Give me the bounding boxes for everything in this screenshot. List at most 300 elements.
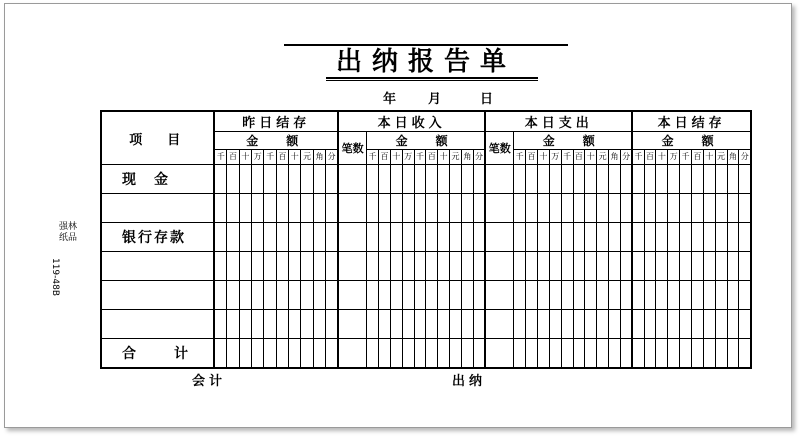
amount-digit-cell[interactable] <box>514 339 526 368</box>
amount-digit-cell[interactable] <box>450 223 462 252</box>
amount-digit-cell[interactable] <box>326 310 338 339</box>
amount-digit-cell[interactable] <box>526 165 538 194</box>
amount-digit-cell[interactable] <box>620 281 632 310</box>
amount-digit-cell[interactable] <box>402 281 414 310</box>
amount-digit-cell[interactable] <box>644 339 656 368</box>
amount-digit-cell[interactable] <box>239 223 251 252</box>
amount-digit-cell[interactable] <box>597 223 609 252</box>
amount-digit-cell[interactable] <box>597 339 609 368</box>
amount-digit-cell[interactable] <box>680 223 692 252</box>
amount-digit-cell[interactable] <box>632 252 644 281</box>
amount-digit-cell[interactable] <box>609 165 621 194</box>
amount-digit-cell[interactable] <box>289 252 301 281</box>
count-cell[interactable] <box>485 165 514 194</box>
amount-digit-cell[interactable] <box>473 281 485 310</box>
amount-digit-cell[interactable] <box>549 310 561 339</box>
amount-digit-cell[interactable] <box>739 194 751 223</box>
amount-digit-cell[interactable] <box>632 165 644 194</box>
amount-digit-cell[interactable] <box>414 310 426 339</box>
amount-digit-cell[interactable] <box>252 252 264 281</box>
amount-digit-cell[interactable] <box>252 223 264 252</box>
amount-digit-cell[interactable] <box>692 252 704 281</box>
amount-digit-cell[interactable] <box>656 252 668 281</box>
amount-digit-cell[interactable] <box>438 339 450 368</box>
amount-digit-cell[interactable] <box>301 310 313 339</box>
amount-digit-cell[interactable] <box>573 194 585 223</box>
count-cell[interactable] <box>338 223 367 252</box>
count-cell[interactable] <box>485 194 514 223</box>
amount-digit-cell[interactable] <box>390 194 402 223</box>
amount-digit-cell[interactable] <box>276 223 288 252</box>
amount-digit-cell[interactable] <box>739 281 751 310</box>
amount-digit-cell[interactable] <box>450 310 462 339</box>
amount-digit-cell[interactable] <box>703 223 715 252</box>
amount-digit-cell[interactable] <box>239 194 251 223</box>
amount-digit-cell[interactable] <box>620 339 632 368</box>
amount-digit-cell[interactable] <box>239 339 251 368</box>
amount-digit-cell[interactable] <box>537 194 549 223</box>
amount-digit-cell[interactable] <box>473 223 485 252</box>
amount-digit-cell[interactable] <box>727 194 739 223</box>
amount-digit-cell[interactable] <box>703 339 715 368</box>
amount-digit-cell[interactable] <box>426 339 438 368</box>
amount-digit-cell[interactable] <box>585 165 597 194</box>
amount-digit-cell[interactable] <box>461 252 473 281</box>
amount-digit-cell[interactable] <box>214 194 226 223</box>
amount-digit-cell[interactable] <box>644 252 656 281</box>
amount-digit-cell[interactable] <box>313 194 325 223</box>
amount-digit-cell[interactable] <box>402 194 414 223</box>
amount-digit-cell[interactable] <box>227 252 239 281</box>
amount-digit-cell[interactable] <box>597 310 609 339</box>
amount-digit-cell[interactable] <box>573 252 585 281</box>
amount-digit-cell[interactable] <box>313 223 325 252</box>
count-cell[interactable] <box>338 194 367 223</box>
amount-digit-cell[interactable] <box>715 223 727 252</box>
amount-digit-cell[interactable] <box>561 223 573 252</box>
amount-digit-cell[interactable] <box>727 223 739 252</box>
amount-digit-cell[interactable] <box>289 165 301 194</box>
amount-digit-cell[interactable] <box>526 281 538 310</box>
amount-digit-cell[interactable] <box>227 223 239 252</box>
amount-digit-cell[interactable] <box>620 194 632 223</box>
amount-digit-cell[interactable] <box>264 339 276 368</box>
amount-digit-cell[interactable] <box>227 281 239 310</box>
amount-digit-cell[interactable] <box>367 223 379 252</box>
amount-digit-cell[interactable] <box>620 223 632 252</box>
amount-digit-cell[interactable] <box>473 339 485 368</box>
amount-digit-cell[interactable] <box>367 339 379 368</box>
amount-digit-cell[interactable] <box>703 194 715 223</box>
amount-digit-cell[interactable] <box>390 165 402 194</box>
amount-digit-cell[interactable] <box>692 223 704 252</box>
amount-digit-cell[interactable] <box>537 165 549 194</box>
amount-digit-cell[interactable] <box>379 194 391 223</box>
amount-digit-cell[interactable] <box>414 223 426 252</box>
amount-digit-cell[interactable] <box>692 310 704 339</box>
amount-digit-cell[interactable] <box>656 339 668 368</box>
amount-digit-cell[interactable] <box>326 281 338 310</box>
amount-digit-cell[interactable] <box>367 194 379 223</box>
amount-digit-cell[interactable] <box>450 194 462 223</box>
amount-digit-cell[interactable] <box>264 252 276 281</box>
amount-digit-cell[interactable] <box>549 165 561 194</box>
amount-digit-cell[interactable] <box>668 252 680 281</box>
amount-digit-cell[interactable] <box>514 223 526 252</box>
amount-digit-cell[interactable] <box>390 339 402 368</box>
amount-digit-cell[interactable] <box>473 252 485 281</box>
amount-digit-cell[interactable] <box>680 310 692 339</box>
amount-digit-cell[interactable] <box>301 223 313 252</box>
amount-digit-cell[interactable] <box>573 339 585 368</box>
amount-digit-cell[interactable] <box>264 165 276 194</box>
amount-digit-cell[interactable] <box>727 339 739 368</box>
amount-digit-cell[interactable] <box>379 339 391 368</box>
amount-digit-cell[interactable] <box>239 281 251 310</box>
amount-digit-cell[interactable] <box>573 281 585 310</box>
amount-digit-cell[interactable] <box>573 310 585 339</box>
amount-digit-cell[interactable] <box>301 165 313 194</box>
amount-digit-cell[interactable] <box>739 310 751 339</box>
amount-digit-cell[interactable] <box>609 252 621 281</box>
amount-digit-cell[interactable] <box>426 252 438 281</box>
amount-digit-cell[interactable] <box>402 165 414 194</box>
amount-digit-cell[interactable] <box>703 310 715 339</box>
amount-digit-cell[interactable] <box>668 194 680 223</box>
amount-digit-cell[interactable] <box>473 194 485 223</box>
count-cell[interactable] <box>338 281 367 310</box>
amount-digit-cell[interactable] <box>715 310 727 339</box>
amount-digit-cell[interactable] <box>739 252 751 281</box>
count-cell[interactable] <box>485 339 514 368</box>
amount-digit-cell[interactable] <box>549 223 561 252</box>
amount-digit-cell[interactable] <box>367 281 379 310</box>
amount-digit-cell[interactable] <box>227 310 239 339</box>
amount-digit-cell[interactable] <box>656 310 668 339</box>
amount-digit-cell[interactable] <box>379 310 391 339</box>
amount-digit-cell[interactable] <box>727 281 739 310</box>
amount-digit-cell[interactable] <box>715 165 727 194</box>
amount-digit-cell[interactable] <box>450 165 462 194</box>
amount-digit-cell[interactable] <box>632 281 644 310</box>
amount-digit-cell[interactable] <box>276 281 288 310</box>
amount-digit-cell[interactable] <box>426 281 438 310</box>
amount-digit-cell[interactable] <box>461 339 473 368</box>
amount-digit-cell[interactable] <box>252 310 264 339</box>
amount-digit-cell[interactable] <box>514 310 526 339</box>
count-cell[interactable] <box>485 223 514 252</box>
amount-digit-cell[interactable] <box>264 281 276 310</box>
amount-digit-cell[interactable] <box>526 310 538 339</box>
amount-digit-cell[interactable] <box>313 281 325 310</box>
amount-digit-cell[interactable] <box>644 281 656 310</box>
amount-digit-cell[interactable] <box>537 281 549 310</box>
amount-digit-cell[interactable] <box>276 194 288 223</box>
amount-digit-cell[interactable] <box>692 281 704 310</box>
amount-digit-cell[interactable] <box>680 165 692 194</box>
amount-digit-cell[interactable] <box>514 281 526 310</box>
amount-digit-cell[interactable] <box>644 194 656 223</box>
amount-digit-cell[interactable] <box>438 281 450 310</box>
amount-digit-cell[interactable] <box>301 252 313 281</box>
amount-digit-cell[interactable] <box>414 339 426 368</box>
amount-digit-cell[interactable] <box>597 165 609 194</box>
amount-digit-cell[interactable] <box>644 310 656 339</box>
amount-digit-cell[interactable] <box>426 165 438 194</box>
amount-digit-cell[interactable] <box>402 339 414 368</box>
amount-digit-cell[interactable] <box>585 252 597 281</box>
amount-digit-cell[interactable] <box>549 281 561 310</box>
amount-digit-cell[interactable] <box>514 194 526 223</box>
amount-digit-cell[interactable] <box>438 252 450 281</box>
amount-digit-cell[interactable] <box>537 223 549 252</box>
count-cell[interactable] <box>338 339 367 368</box>
amount-digit-cell[interactable] <box>473 165 485 194</box>
amount-digit-cell[interactable] <box>390 252 402 281</box>
amount-digit-cell[interactable] <box>276 310 288 339</box>
amount-digit-cell[interactable] <box>727 310 739 339</box>
amount-digit-cell[interactable] <box>656 223 668 252</box>
amount-digit-cell[interactable] <box>414 165 426 194</box>
amount-digit-cell[interactable] <box>227 194 239 223</box>
amount-digit-cell[interactable] <box>692 194 704 223</box>
amount-digit-cell[interactable] <box>609 194 621 223</box>
amount-digit-cell[interactable] <box>252 281 264 310</box>
amount-digit-cell[interactable] <box>680 339 692 368</box>
amount-digit-cell[interactable] <box>426 223 438 252</box>
amount-digit-cell[interactable] <box>414 194 426 223</box>
amount-digit-cell[interactable] <box>438 165 450 194</box>
amount-digit-cell[interactable] <box>438 194 450 223</box>
amount-digit-cell[interactable] <box>585 223 597 252</box>
amount-digit-cell[interactable] <box>585 310 597 339</box>
amount-digit-cell[interactable] <box>692 339 704 368</box>
amount-digit-cell[interactable] <box>367 310 379 339</box>
amount-digit-cell[interactable] <box>390 223 402 252</box>
amount-digit-cell[interactable] <box>703 281 715 310</box>
amount-digit-cell[interactable] <box>668 223 680 252</box>
amount-digit-cell[interactable] <box>450 252 462 281</box>
amount-digit-cell[interactable] <box>402 252 414 281</box>
amount-digit-cell[interactable] <box>668 281 680 310</box>
amount-digit-cell[interactable] <box>703 165 715 194</box>
amount-digit-cell[interactable] <box>379 252 391 281</box>
amount-digit-cell[interactable] <box>537 310 549 339</box>
amount-digit-cell[interactable] <box>301 281 313 310</box>
amount-digit-cell[interactable] <box>461 165 473 194</box>
amount-digit-cell[interactable] <box>715 194 727 223</box>
amount-digit-cell[interactable] <box>214 165 226 194</box>
amount-digit-cell[interactable] <box>739 339 751 368</box>
amount-digit-cell[interactable] <box>313 339 325 368</box>
amount-digit-cell[interactable] <box>390 310 402 339</box>
amount-digit-cell[interactable] <box>367 252 379 281</box>
amount-digit-cell[interactable] <box>214 223 226 252</box>
amount-digit-cell[interactable] <box>239 252 251 281</box>
amount-digit-cell[interactable] <box>426 194 438 223</box>
count-cell[interactable] <box>485 281 514 310</box>
amount-digit-cell[interactable] <box>276 165 288 194</box>
amount-digit-cell[interactable] <box>450 339 462 368</box>
amount-digit-cell[interactable] <box>573 165 585 194</box>
amount-digit-cell[interactable] <box>561 339 573 368</box>
amount-digit-cell[interactable] <box>609 223 621 252</box>
amount-digit-cell[interactable] <box>585 339 597 368</box>
amount-digit-cell[interactable] <box>668 165 680 194</box>
amount-digit-cell[interactable] <box>573 223 585 252</box>
amount-digit-cell[interactable] <box>473 310 485 339</box>
amount-digit-cell[interactable] <box>561 310 573 339</box>
amount-digit-cell[interactable] <box>426 310 438 339</box>
count-cell[interactable] <box>485 252 514 281</box>
amount-digit-cell[interactable] <box>252 194 264 223</box>
amount-digit-cell[interactable] <box>632 223 644 252</box>
amount-digit-cell[interactable] <box>632 339 644 368</box>
amount-digit-cell[interactable] <box>239 310 251 339</box>
amount-digit-cell[interactable] <box>289 194 301 223</box>
amount-digit-cell[interactable] <box>289 310 301 339</box>
header-digit: 十 <box>537 150 549 165</box>
header-digit: 元 <box>301 150 313 165</box>
amount-digit-cell[interactable] <box>276 339 288 368</box>
amount-digit-cell[interactable] <box>727 252 739 281</box>
amount-digit-cell[interactable] <box>620 310 632 339</box>
amount-digit-cell[interactable] <box>461 310 473 339</box>
amount-digit-cell[interactable] <box>644 165 656 194</box>
count-cell[interactable] <box>338 310 367 339</box>
amount-digit-cell[interactable] <box>289 339 301 368</box>
amount-digit-cell[interactable] <box>703 252 715 281</box>
amount-digit-cell[interactable] <box>680 252 692 281</box>
amount-digit-cell[interactable] <box>526 339 538 368</box>
amount-digit-cell[interactable] <box>264 310 276 339</box>
amount-digit-cell[interactable] <box>252 165 264 194</box>
amount-digit-cell[interactable] <box>549 339 561 368</box>
amount-digit-cell[interactable] <box>680 281 692 310</box>
amount-digit-cell[interactable] <box>715 252 727 281</box>
amount-digit-cell[interactable] <box>585 281 597 310</box>
amount-digit-cell[interactable] <box>252 339 264 368</box>
amount-digit-cell[interactable] <box>313 310 325 339</box>
amount-digit-cell[interactable] <box>609 281 621 310</box>
amount-digit-cell[interactable] <box>526 252 538 281</box>
count-cell[interactable] <box>485 310 514 339</box>
amount-digit-cell[interactable] <box>313 165 325 194</box>
amount-digit-cell[interactable] <box>264 194 276 223</box>
amount-digit-cell[interactable] <box>514 252 526 281</box>
amount-digit-cell[interactable] <box>402 223 414 252</box>
amount-digit-cell[interactable] <box>632 194 644 223</box>
row-item-label: 现 金 <box>101 165 214 194</box>
amount-digit-cell[interactable] <box>289 281 301 310</box>
amount-digit-cell[interactable] <box>450 281 462 310</box>
amount-digit-cell[interactable] <box>326 252 338 281</box>
amount-digit-cell[interactable] <box>597 281 609 310</box>
amount-digit-cell[interactable] <box>692 165 704 194</box>
amount-digit-cell[interactable] <box>561 165 573 194</box>
amount-digit-cell[interactable] <box>276 252 288 281</box>
amount-digit-cell[interactable] <box>561 252 573 281</box>
amount-digit-cell[interactable] <box>414 281 426 310</box>
amount-digit-cell[interactable] <box>214 310 226 339</box>
amount-digit-cell[interactable] <box>326 194 338 223</box>
amount-digit-cell[interactable] <box>227 339 239 368</box>
amount-digit-cell[interactable] <box>326 339 338 368</box>
count-cell[interactable] <box>338 165 367 194</box>
amount-digit-cell[interactable] <box>379 223 391 252</box>
amount-digit-cell[interactable] <box>680 194 692 223</box>
amount-digit-cell[interactable] <box>367 165 379 194</box>
amount-digit-cell[interactable] <box>715 281 727 310</box>
amount-digit-cell[interactable] <box>326 223 338 252</box>
amount-digit-cell[interactable] <box>414 252 426 281</box>
amount-digit-cell[interactable] <box>537 252 549 281</box>
amount-digit-cell[interactable] <box>214 252 226 281</box>
header-digit: 分 <box>620 150 632 165</box>
amount-digit-cell[interactable] <box>549 252 561 281</box>
amount-digit-cell[interactable] <box>402 310 414 339</box>
amount-digit-cell[interactable] <box>379 165 391 194</box>
amount-digit-cell[interactable] <box>326 165 338 194</box>
amount-digit-cell[interactable] <box>264 223 276 252</box>
amount-digit-cell[interactable] <box>668 339 680 368</box>
amount-digit-cell[interactable] <box>609 339 621 368</box>
amount-digit-cell[interactable] <box>214 339 226 368</box>
amount-digit-cell[interactable] <box>620 252 632 281</box>
amount-digit-cell[interactable] <box>620 165 632 194</box>
amount-digit-cell[interactable] <box>438 223 450 252</box>
amount-digit-cell[interactable] <box>656 281 668 310</box>
amount-digit-cell[interactable] <box>379 281 391 310</box>
amount-digit-cell[interactable] <box>561 194 573 223</box>
amount-digit-cell[interactable] <box>739 165 751 194</box>
amount-digit-cell[interactable] <box>632 310 644 339</box>
count-cell[interactable] <box>338 252 367 281</box>
amount-digit-cell[interactable] <box>597 194 609 223</box>
amount-digit-cell[interactable] <box>561 281 573 310</box>
amount-digit-cell[interactable] <box>526 194 538 223</box>
header-digit: 十 <box>438 150 450 165</box>
amount-digit-cell[interactable] <box>727 165 739 194</box>
amount-digit-cell[interactable] <box>715 339 727 368</box>
amount-digit-cell[interactable] <box>739 223 751 252</box>
amount-digit-cell[interactable] <box>644 223 656 252</box>
amount-digit-cell[interactable] <box>461 281 473 310</box>
amount-digit-cell[interactable] <box>656 165 668 194</box>
amount-digit-cell[interactable] <box>597 252 609 281</box>
amount-digit-cell[interactable] <box>301 194 313 223</box>
amount-digit-cell[interactable] <box>289 223 301 252</box>
amount-digit-cell[interactable] <box>461 223 473 252</box>
amount-digit-cell[interactable] <box>390 281 402 310</box>
amount-digit-cell[interactable] <box>461 194 473 223</box>
amount-digit-cell[interactable] <box>549 194 561 223</box>
amount-digit-cell[interactable] <box>438 310 450 339</box>
printer-brand: 强林纸品 <box>58 222 77 243</box>
amount-digit-cell[interactable] <box>656 194 668 223</box>
amount-digit-cell[interactable] <box>514 165 526 194</box>
amount-digit-cell[interactable] <box>526 223 538 252</box>
amount-digit-cell[interactable] <box>227 165 239 194</box>
amount-digit-cell[interactable] <box>214 281 226 310</box>
amount-digit-cell[interactable] <box>585 194 597 223</box>
amount-digit-cell[interactable] <box>668 310 680 339</box>
amount-digit-cell[interactable] <box>301 339 313 368</box>
amount-digit-cell[interactable] <box>239 165 251 194</box>
amount-digit-cell[interactable] <box>537 339 549 368</box>
amount-digit-cell[interactable] <box>609 310 621 339</box>
amount-digit-cell[interactable] <box>313 252 325 281</box>
